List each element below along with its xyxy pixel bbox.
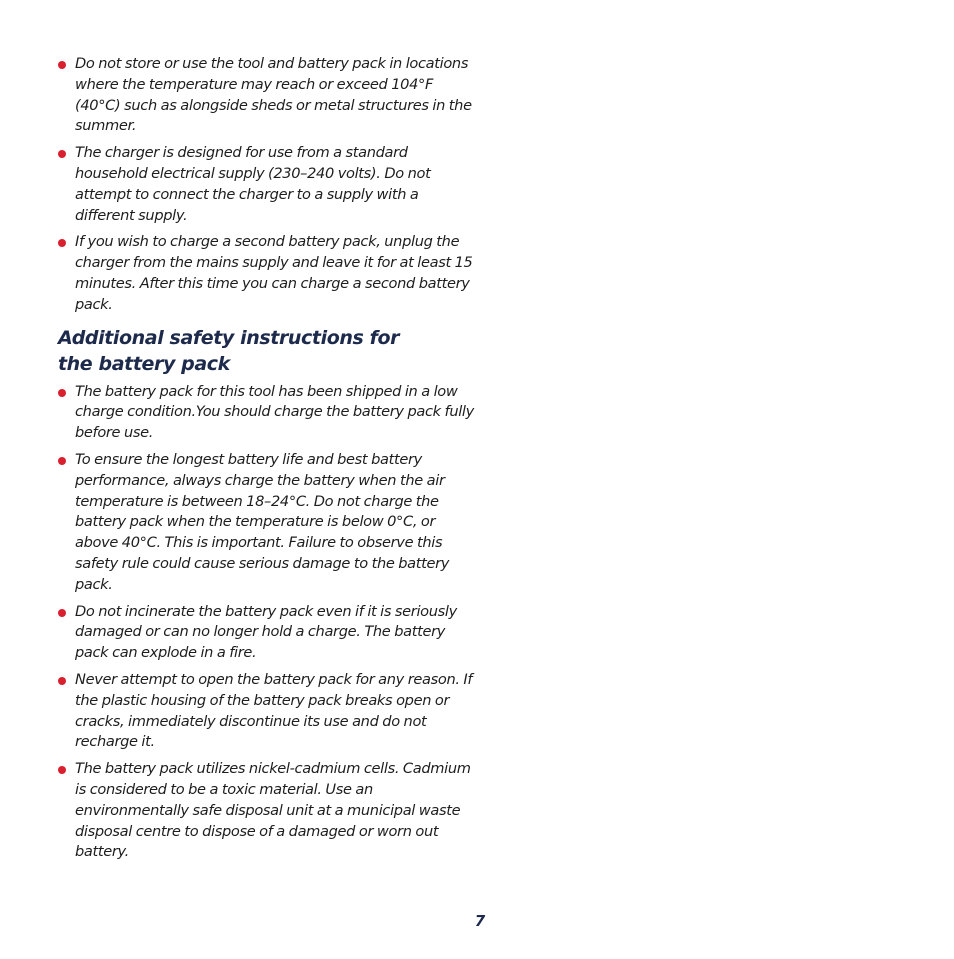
list-item	[58, 54, 478, 137]
bullet-dot-icon	[58, 239, 66, 247]
bullet-dot-icon	[58, 609, 66, 617]
list-item-text: The battery pack utilizes nickel-cadmium cells. Cadmium is considered to be a toxic material. Use an environmentally safe disposal unit at a municipal waste disposal centre to dispose of a damaged or worn out battery.	[75, 760, 471, 861]
section-heading: Additional safety instructions for the battery pack	[58, 326, 400, 375]
list-item-text: The charger is designed for use from a standard household electrical supply (230–240 volts). Do not attempt to connect the charger to a supply with a different supply.	[75, 144, 431, 224]
list-item	[58, 232, 478, 315]
list-item-text: To ensure the longest battery life and best battery performance, always charge the battery when the air temperature is between 18–24°C. Do not charge the battery pack when the temperature is below 0°C, or above 40°C. This is important. Failure to observe this safety rule could cause serious damage to the battery pack.	[75, 450, 450, 593]
list-item-text: Do not store or use the tool and battery pack in locations where the temperature may reach or exceed 104°F (40°C) such as alongside sheds or metal structures in the summer.	[75, 55, 472, 135]
list-item	[58, 670, 478, 753]
bullet-dot-icon	[58, 766, 66, 774]
bullet-dot-icon	[58, 677, 66, 685]
content-column	[58, 54, 478, 869]
list-item	[58, 450, 478, 596]
bullet-dot-icon	[58, 457, 66, 465]
storage-charging-list	[58, 54, 478, 316]
bullet-dot-icon	[58, 389, 66, 397]
list-item	[58, 602, 478, 664]
list-item	[58, 143, 478, 226]
bullet-dot-icon	[58, 61, 66, 69]
battery-safety-list	[58, 382, 478, 864]
list-item-text: Never attempt to open the battery pack for any reason. If the plastic housing of the battery pack breaks open or cracks, immediately discontinue its use and do not recharge it.	[75, 670, 473, 751]
list-item-text: If you wish to charge a second battery pack, unplug the charger from the mains supply and leave it for at least 15 minutes. After this time you can charge a second battery pack.	[75, 233, 473, 313]
list-item-text: Do not incinerate the battery pack even if it is seriously damaged or can no longer hold a charge. The battery pack can explode in a fire.	[75, 602, 457, 662]
list-item-text: The battery pack for this tool has been shipped in a low charge condition.You should charge the battery pack fully before use.	[75, 382, 474, 442]
list-item	[58, 382, 478, 444]
list-item	[58, 759, 478, 863]
page-number: 7	[474, 912, 486, 930]
bullet-dot-icon	[58, 150, 66, 158]
